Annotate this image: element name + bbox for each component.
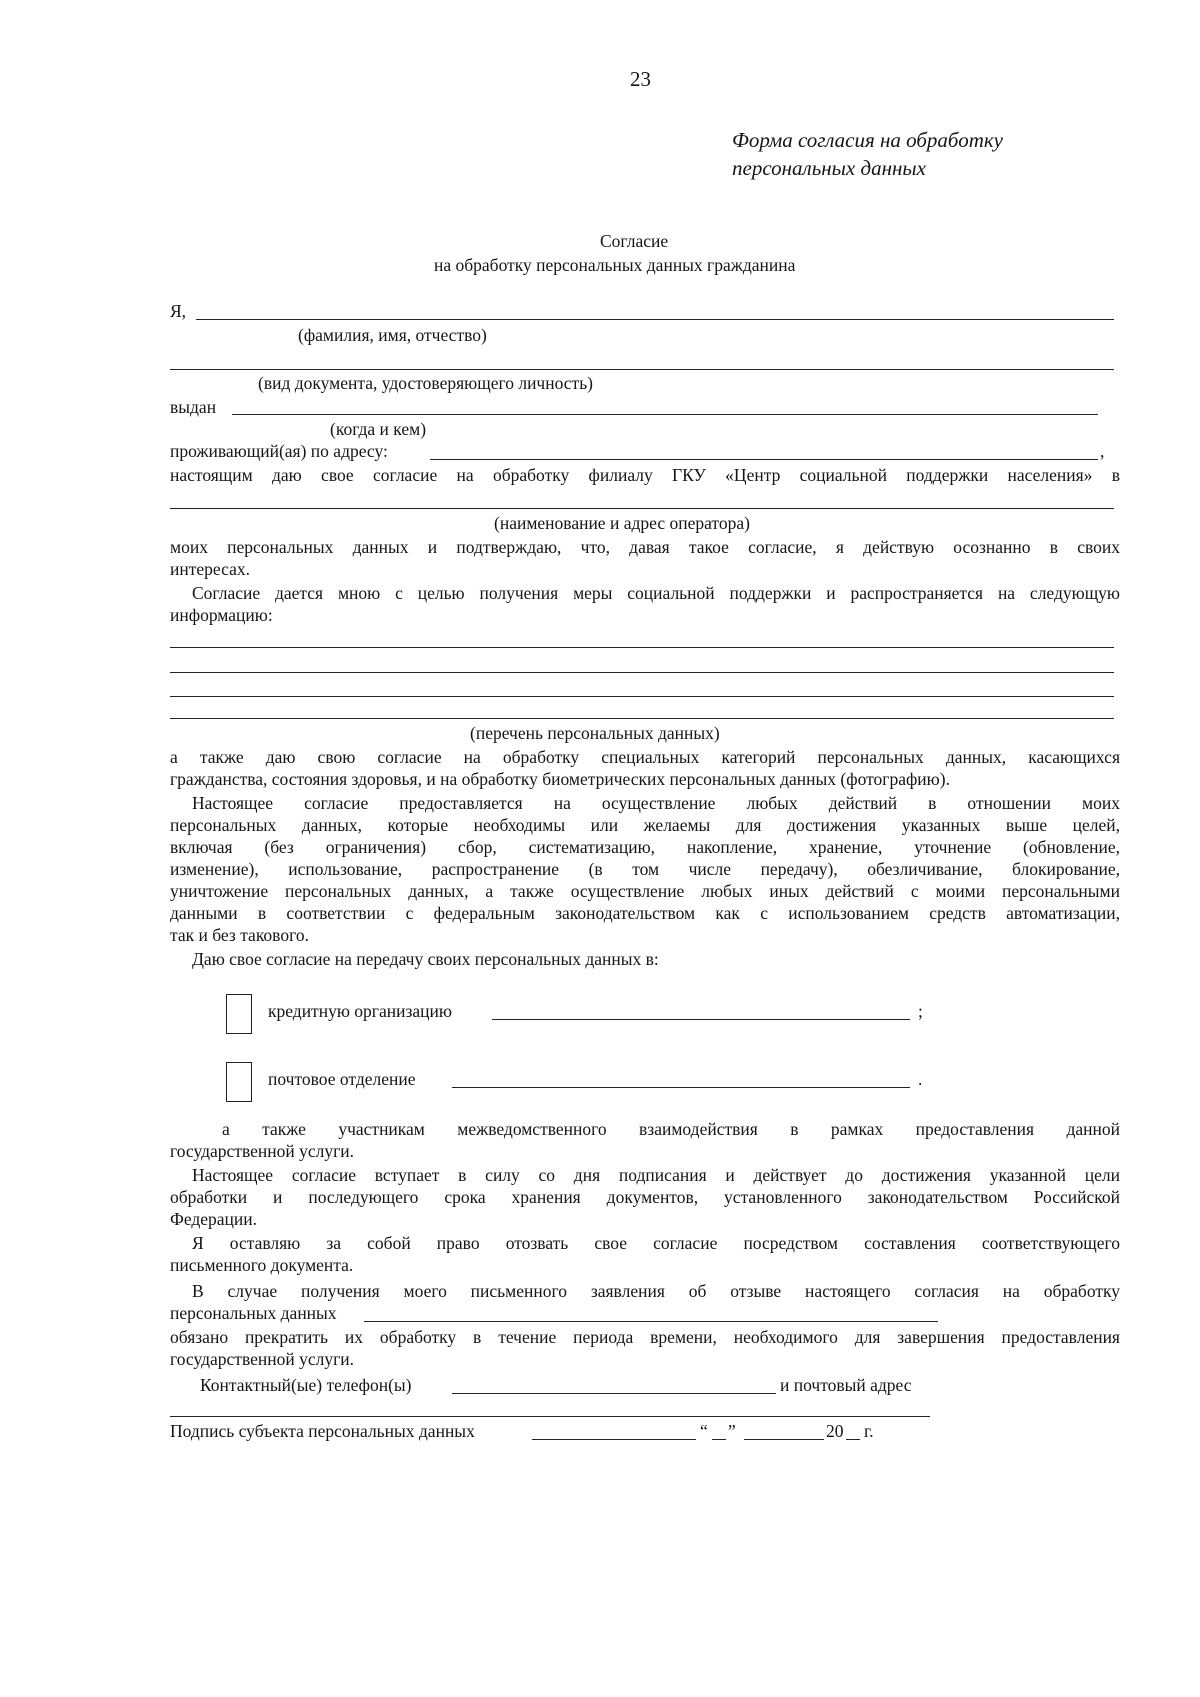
page-number: 23 bbox=[630, 67, 651, 91]
pd-list-line-4[interactable] bbox=[170, 718, 1114, 719]
operator-caption: (наименование и адрес оператора) bbox=[494, 513, 750, 533]
document-subtitle: на обработку персональных данных гражданина bbox=[434, 255, 796, 275]
para8-line1: В случае получения моего письменного заявления об отзыве настоящего согласия на обработку bbox=[192, 1281, 1120, 1301]
operator-input-line[interactable] bbox=[170, 508, 1114, 509]
para9-line2: государственной услуги. bbox=[170, 1349, 355, 1369]
post-office-input-line[interactable] bbox=[452, 1087, 910, 1088]
contacts-mid: и почтовый адрес bbox=[780, 1375, 912, 1395]
credit-org-end: ; bbox=[918, 1001, 923, 1021]
address-end: , bbox=[1100, 441, 1105, 461]
para8-line2: персональных данных bbox=[170, 1303, 337, 1323]
document-input-line[interactable] bbox=[170, 369, 1114, 370]
post-office-label: почтовое отделение bbox=[268, 1069, 416, 1089]
issued-label: выдан bbox=[170, 397, 217, 417]
pd-list-line-2[interactable] bbox=[170, 672, 1114, 673]
date-year-input-line[interactable] bbox=[846, 1439, 860, 1440]
para4-line2: персональных данных, которые необходимы или желаемы для достижения указанных выше целей, bbox=[170, 815, 1120, 835]
credit-org-input-line[interactable] bbox=[492, 1019, 910, 1020]
para3-line2: гражданства, состояния здоровья, и на обработку биометрических персональных данных (фотографию). bbox=[170, 769, 950, 789]
para4-line4: изменение), использование, распространение (в том числе передачу), обезличивание, блокирование, bbox=[170, 859, 1120, 879]
para6-line3: Федерации. bbox=[170, 1209, 258, 1229]
pd-list-caption: (перечень персональных данных) bbox=[470, 723, 720, 743]
para4-line7: так и без такового. bbox=[170, 925, 309, 945]
para5-line2: государственной услуги. bbox=[170, 1141, 355, 1161]
postal-address-input-line[interactable] bbox=[170, 1416, 930, 1417]
para2-line1: Согласие дается мною с целью получения меры социальной поддержки и распространяется на следующую bbox=[192, 583, 1120, 603]
para7-line1: Я оставляю за собой право отозвать свое согласие посредством составления соответствующего bbox=[192, 1233, 1120, 1253]
withdrawal-input-line[interactable] bbox=[364, 1321, 938, 1322]
credit-org-label: кредитную организацию bbox=[268, 1001, 452, 1021]
date-quote-close: ” bbox=[728, 1421, 736, 1441]
phone-input-line[interactable] bbox=[452, 1393, 776, 1394]
issued-caption: (когда и кем) bbox=[330, 419, 427, 439]
para4-line5: уничтожение персональных данных, а также осуществление любых иных действий с моими персональными bbox=[170, 881, 1120, 901]
pd-list-line-1[interactable] bbox=[170, 647, 1114, 648]
signature-label: Подпись субъекта персональных данных bbox=[170, 1421, 475, 1441]
post-office-checkbox[interactable] bbox=[226, 1062, 252, 1102]
date-year-prefix: 20 bbox=[826, 1421, 844, 1441]
date-month-input-line[interactable] bbox=[744, 1439, 824, 1440]
document-title: Согласие bbox=[600, 231, 669, 251]
contacts-label: Контактный(ые) телефон(ы) bbox=[200, 1375, 412, 1395]
post-office-end: . bbox=[918, 1069, 923, 1089]
para9-line1: обязано прекратить их обработку в течение периода времени, необходимого для завершения предоставления bbox=[170, 1327, 1120, 1347]
transfer-intro: Даю свое согласие на передачу своих персональных данных в: bbox=[192, 949, 659, 969]
pd-list-line-3[interactable] bbox=[170, 696, 1114, 697]
fio-caption: (фамилия, имя, отчество) bbox=[298, 325, 487, 345]
form-label-line2: персональных данных bbox=[732, 156, 926, 180]
i-label: Я, bbox=[170, 301, 187, 321]
para5-line1: а также участникам межведомственного взаимодействия в рамках предоставления данной bbox=[222, 1119, 1120, 1139]
date-day-input-line[interactable] bbox=[712, 1439, 726, 1440]
credit-org-checkbox[interactable] bbox=[226, 994, 252, 1034]
fio-input-line[interactable] bbox=[196, 319, 1114, 320]
para7-line2: письменного документа. bbox=[170, 1255, 354, 1275]
signature-input-line[interactable] bbox=[532, 1439, 696, 1440]
form-label-line1: Форма согласия на обработку bbox=[732, 128, 1004, 152]
consent-line: настоящим даю свое согласие на обработку филиалу ГКУ «Центр социальной поддержки населения» в bbox=[170, 465, 1120, 485]
document-caption: (вид документа, удостоверяющего личность) bbox=[258, 373, 594, 393]
para1-line1: моих персональных данных и подтверждаю, что, давая такое согласие, я действую осознанно в своих bbox=[170, 537, 1120, 557]
date-quote-open: “ bbox=[700, 1421, 708, 1441]
para4-line6: данными в соответствии с федеральным законодательством как с использованием средств автоматизации, bbox=[170, 903, 1120, 923]
para6-line2: обработки и последующего срока хранения документов, установленного законодательством Российской bbox=[170, 1187, 1120, 1207]
address-label: проживающий(ая) по адресу: bbox=[170, 441, 388, 461]
address-input-line[interactable] bbox=[430, 459, 1098, 460]
para1-line2: интересах. bbox=[170, 559, 250, 579]
para4-line1: Настоящее согласие предоставляется на осуществление любых действий в отношении моих bbox=[192, 793, 1120, 813]
para2-line2: информацию: bbox=[170, 605, 273, 625]
para6-line1: Настоящее согласие вступает в силу со дня подписания и действует до достижения указанной цели bbox=[192, 1165, 1120, 1185]
issued-input-line[interactable] bbox=[232, 414, 1098, 415]
para3-line1: а также даю свою согласие на обработку специальных категорий персональных данных, касающихся bbox=[170, 747, 1120, 767]
para4-line3: включая (без ограничения) сбор, систематизацию, накопление, хранение, уточнение (обновление, bbox=[170, 837, 1120, 857]
date-year-suffix: г. bbox=[864, 1421, 874, 1441]
